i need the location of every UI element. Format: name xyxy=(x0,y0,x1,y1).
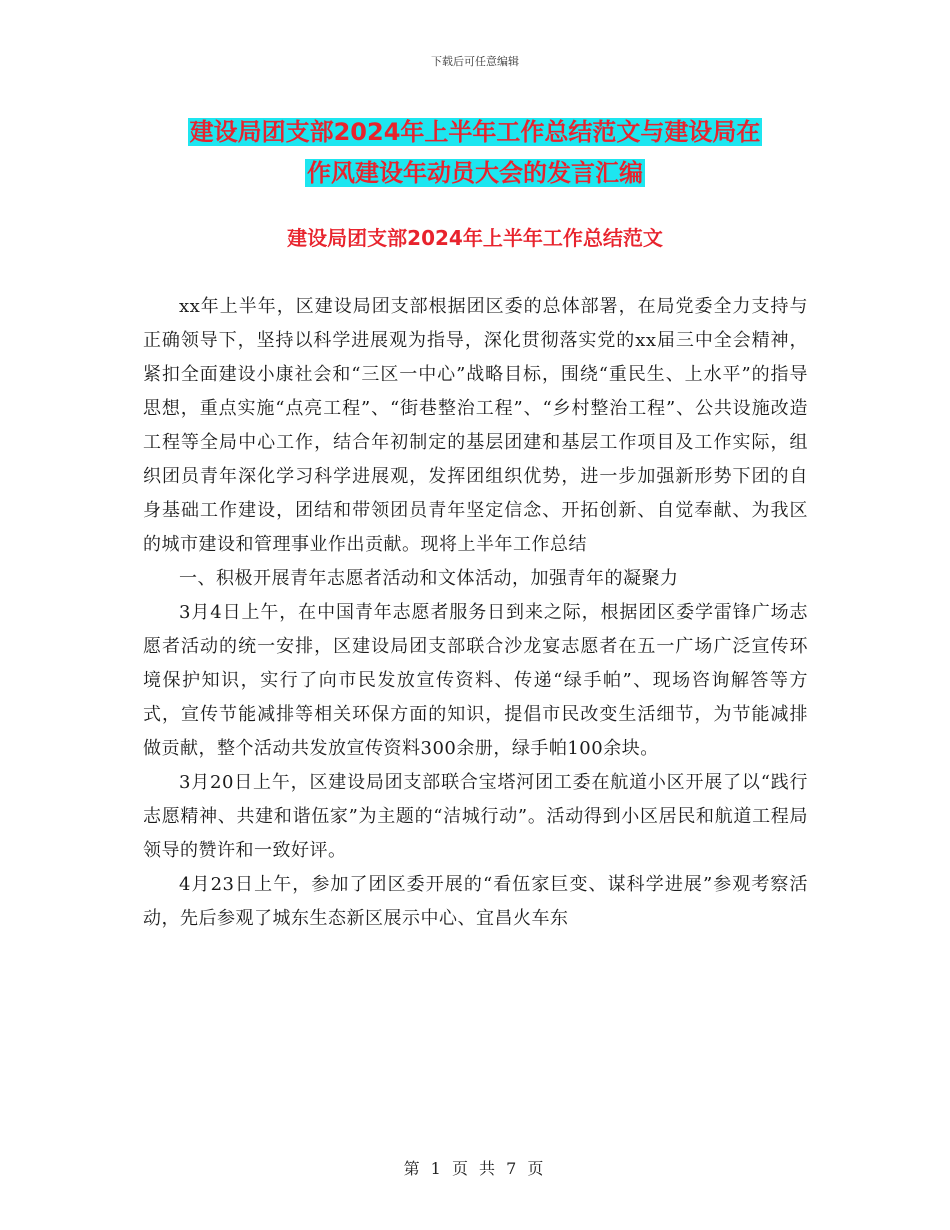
section-title: 建设局团支部2024年上半年工作总结范文 xyxy=(287,226,663,250)
main-title-text-2: 作风建设年动员大会的发言汇编 xyxy=(307,159,643,187)
paragraph-heading-1: 一、积极开展青年志愿者活动和文体活动，加强青年的凝聚力 xyxy=(179,568,679,589)
body-text xyxy=(143,290,808,936)
header-note: 下载后可任意编辑 xyxy=(431,55,519,68)
main-title-line-2 xyxy=(0,153,950,193)
paragraph-april-23: 4月23日上午，参加了团区委开展的“看伍家巨变、谋科学进展”参观考察活动，先后参观了城东生态新区展示中心、宜昌火车东 xyxy=(143,874,808,929)
main-title-line-1 xyxy=(0,112,950,152)
main-title-text-1: 建设局团支部2024年上半年工作总结范文与建设局在 xyxy=(189,118,761,146)
page-footer: 第 1 页 共 7 页 xyxy=(403,1159,547,1178)
paragraph-march-4: 3月4日上午，在中国青年志愿者服务日到来之际，根据团区委学雷锋广场志愿者活动的统一安排，区建设局团支部联合沙龙宴志愿者在五一广场广泛宣传环境保护知识，实行了向市民发放宣传资料、传递“绿手帕”、现场咨询解答等方式，宣传节能减排等相关环保方面的知识，提倡市民改变生活细节，为节能减排做贡献，整个活动共发放宣传资料300余册，绿手帕100余块。 xyxy=(143,602,808,759)
paragraph-intro: xx年上半年，区建设局团支部根据团区委的总体部署，在局党委全力支持与正确领导下，坚持以科学进展观为指导，深化贯彻落实党的xx届三中全会精神，紧扣全面建设小康社会和“三区一中心”战略目标，围绕“重民生、上水平”的指导思想，重点实施“点亮工程”、“街巷整治工程”、“乡村整治工程”、公共设施改造工程等全局中心工作，结合年初制定的基层团建和基层工作项目及工作实际，组织团员青年深化学习科学进展观，发挥团组织优势，进一步加强新形势下团的自身基础工作建设，团结和带领团员青年坚定信念、开拓创新、自觉奉献、为我区的城市建设和管理事业作出贡献。现将上半年工作总结 xyxy=(143,296,808,555)
paragraph-march-20: 3月20日上午，区建设局团支部联合宝塔河团工委在航道小区开展了以“践行志愿精神、共建和谐伍家”为主题的“洁城行动”。活动得到小区居民和航道工程局领导的赞许和一致好评。 xyxy=(143,772,808,861)
